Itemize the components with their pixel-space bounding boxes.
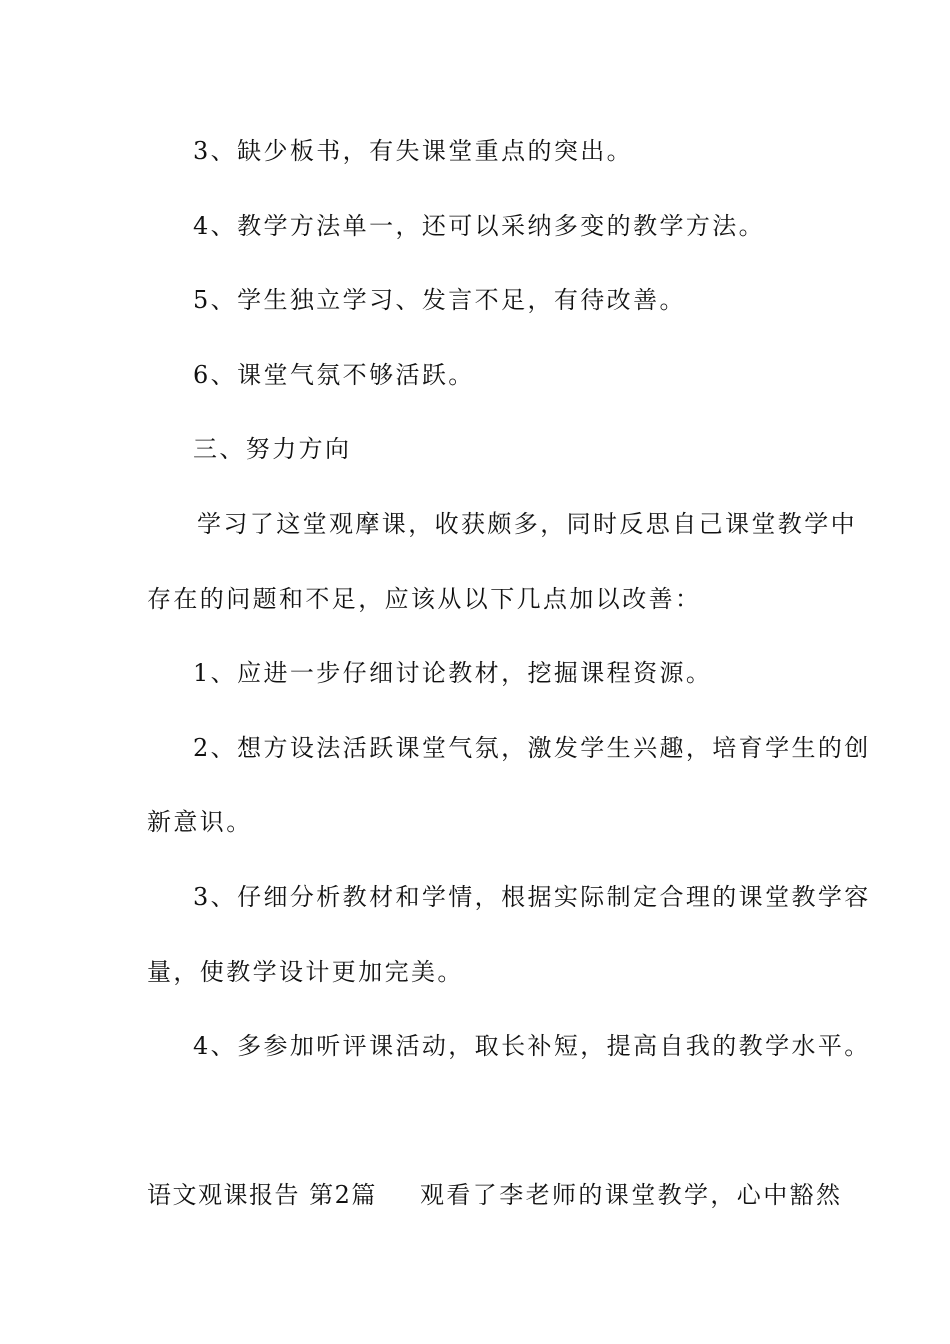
text-line-7: 存在的问题和不足，应该从以下几点加以改善： — [147, 585, 702, 613]
section-heading: 三、努力方向 — [193, 435, 352, 463]
text-line-12: 量，使教学设计更加完美。 — [147, 958, 464, 986]
next-section-title: 语文观课报告 第2篇 — [147, 1181, 377, 1209]
text-line-11: 3、仔细分析教材和学情，根据实际制定合理的课堂教学容 — [193, 883, 871, 911]
text-line-6: 学习了这堂观摩课，收获颇多，同时反思自己课堂教学中 — [197, 510, 857, 538]
next-section-text: 观看了李老师的课堂教学，心中豁然 — [420, 1181, 843, 1209]
text-line-10: 新意识。 — [147, 808, 253, 836]
text-line-13: 4、多参加听评课活动，取长补短，提高自我的教学水平。 — [193, 1032, 871, 1060]
text-line-2: 4、教学方法单一，还可以采纳多变的教学方法。 — [193, 212, 766, 240]
text-line-9: 2、想方设法活跃课堂气氛，激发学生兴趣，培育学生的创 — [193, 734, 871, 762]
text-line-1: 3、缺少板书，有失课堂重点的突出。 — [193, 137, 634, 165]
text-line-4: 6、课堂气氛不够活跃。 — [193, 361, 475, 389]
text-line-3: 5、学生独立学习、发言不足，有待改善。 — [193, 286, 686, 314]
text-line-8: 1、应进一步仔细讨论教材，挖掘课程资源。 — [193, 659, 713, 687]
